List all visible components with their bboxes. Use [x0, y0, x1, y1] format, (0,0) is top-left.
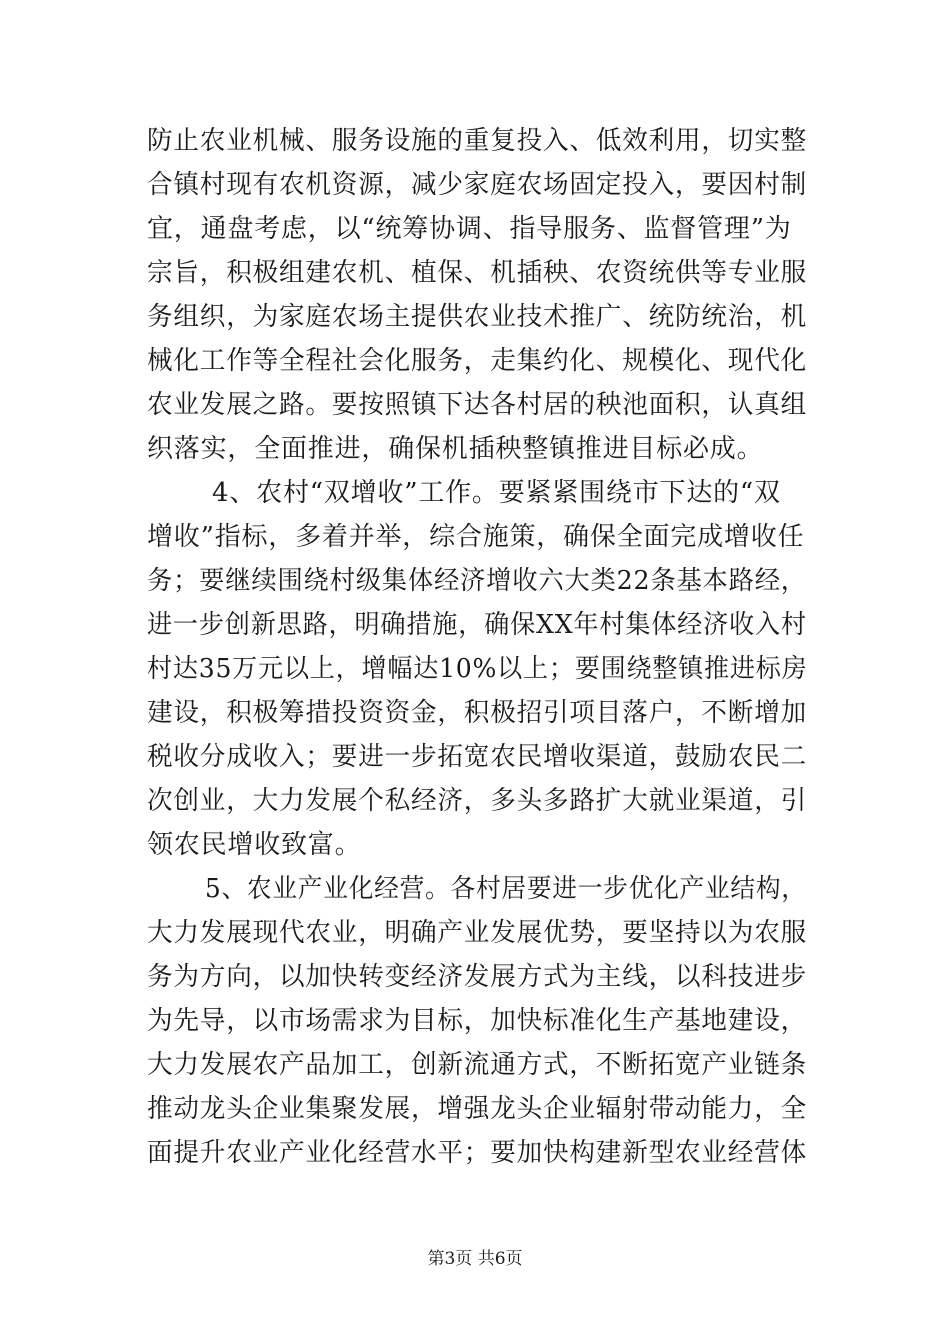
- text-line: 次创业，大力发展个私经济，多头多路扩大就业渠道，引: [147, 786, 808, 816]
- text-line: 村达35万元以上，增幅达10%以上；要围绕整镇推进标房: [147, 654, 808, 684]
- text-line: 宜，通盘考虑，以“统筹协调、指导服务、监督管理”为: [147, 214, 792, 244]
- text-line: 农业发展之路。要按照镇下达各村居的秧池面积，认真组: [147, 390, 808, 420]
- text-line: 务组织，为家庭农场主提供农业技术推广、统防统治，机: [147, 302, 808, 332]
- text-line: 税收分成收入；要进一步拓宽农民增收渠道，鼓励农民二: [147, 742, 808, 772]
- text-line: 宗旨，积极组建农机、植保、机插秧、农资统供等专业服: [147, 258, 808, 288]
- text-line: 为先导，以市场需求为目标，加快标准化生产基地建设，: [147, 1006, 808, 1036]
- text-line: 推动龙头企业集聚发展，增强龙头企业辐射带动能力，全: [147, 1094, 808, 1124]
- text-line: 织落实，全面推进，确保机插秧整镇推进目标必成。: [147, 434, 764, 464]
- text-line: 建设，积极筹措投资资金，积极招引项目落户，不断增加: [147, 698, 808, 728]
- paragraph-heading-line: 4、农村“双增收”工作。要紧紧围绕市下达的“双: [212, 478, 781, 508]
- page-footer: 第3页 共6页: [427, 1249, 523, 1269]
- text-line: 务；要继续围绕村级集体经济增收六大类22条基本路经，: [147, 566, 807, 596]
- text-line: 领农民增收致富。: [147, 830, 362, 860]
- text-line: 合镇村现有农机资源，减少家庭农场固定投入，要因村制: [147, 170, 808, 200]
- text-line: 防止农业机械、服务设施的重复投入、低效利用，切实整: [147, 126, 808, 156]
- text-line: 增收”指标，多着并举，综合施策，确保全面完成增收任: [147, 522, 805, 552]
- text-line: 进一步创新思路，明确措施，确保XX年村集体经济收入村: [147, 610, 807, 640]
- text-line: 大力发展现代农业，明确产业发展优势，要坚持以为农服: [147, 918, 808, 948]
- text-line: 械化工作等全程社会化服务，走集约化、规模化、现代化: [147, 346, 808, 376]
- text-line: 大力发展农产品加工，创新流通方式，不断拓宽产业链条: [147, 1050, 808, 1080]
- text-line: 面提升农业产业化经营水平；要加快构建新型农业经营体: [147, 1138, 808, 1168]
- paragraph-heading-line: 5、农业产业化经营。各村居要进一步优化产业结构，: [205, 874, 807, 904]
- text-line: 务为方向，以加快转变经济发展方式为主线，以科技进步: [147, 962, 808, 992]
